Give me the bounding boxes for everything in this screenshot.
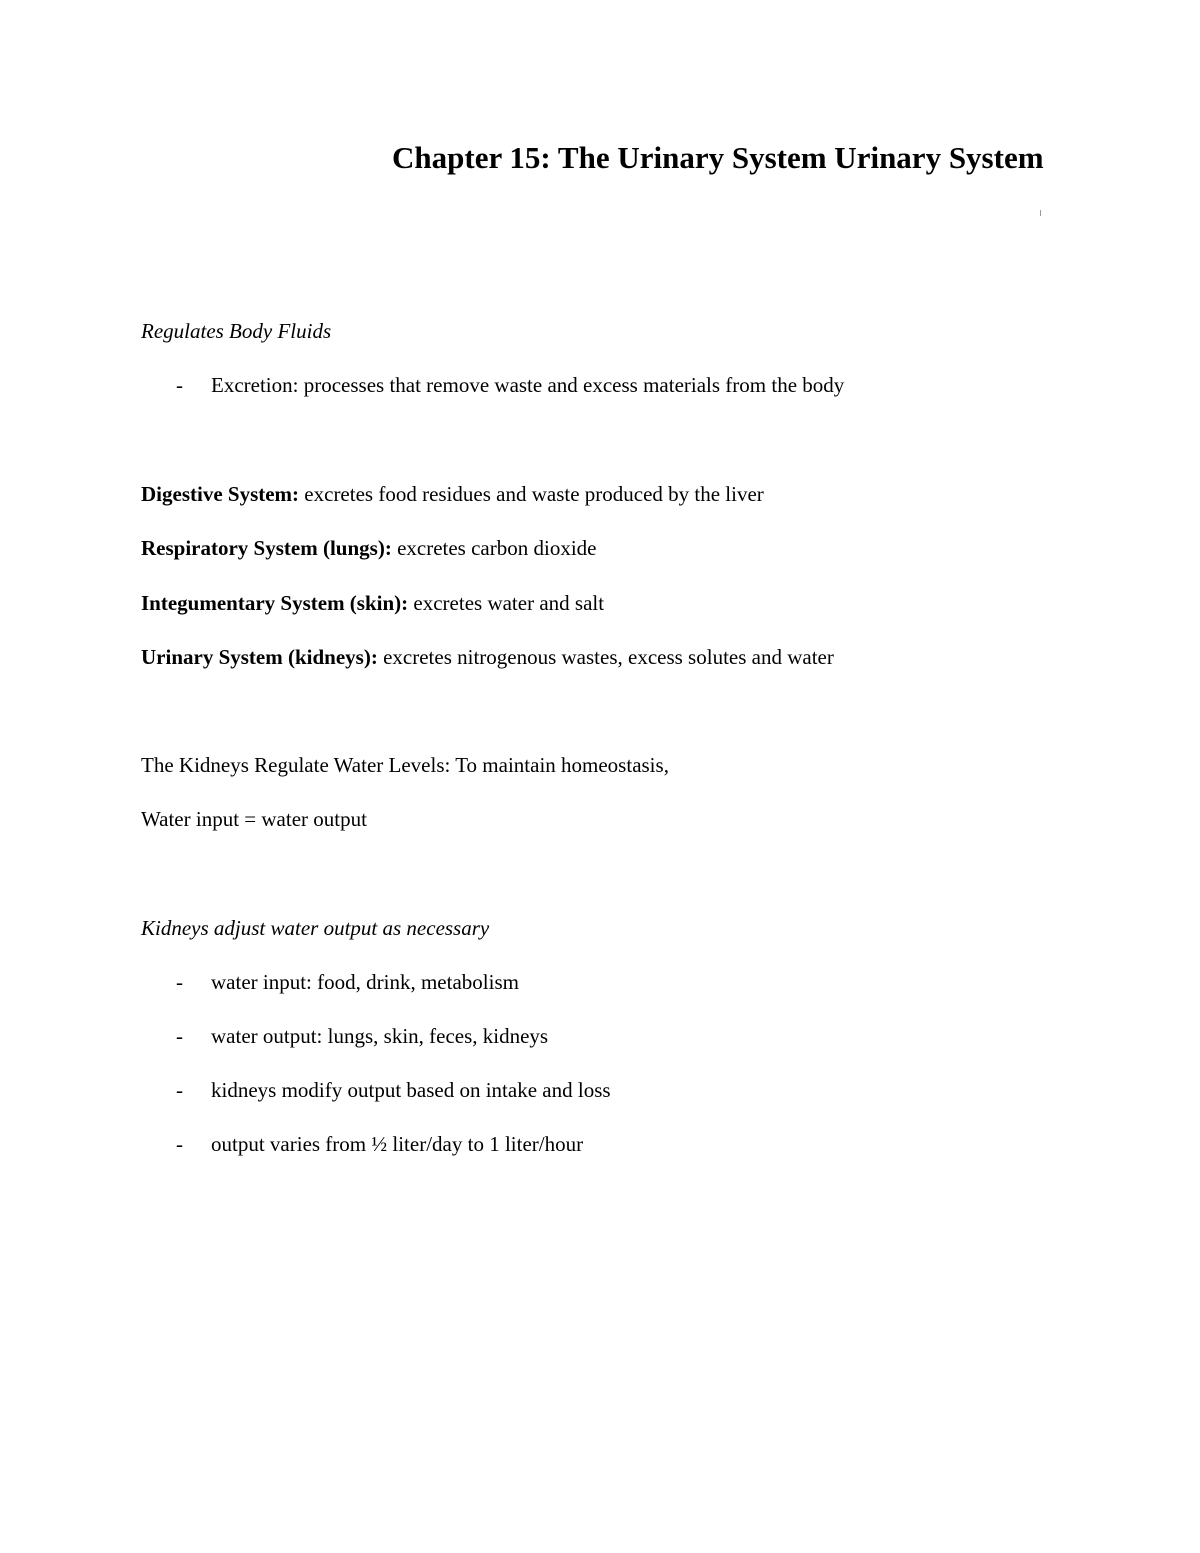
bullet-marker: - [176, 373, 183, 397]
water-balance-line: Water input = water output [141, 807, 367, 831]
bullet-marker: - [176, 1024, 183, 1048]
section-heading-kidneys-adjust: Kidneys adjust water output as necessary [141, 916, 490, 940]
list-item-text: water input: food, drink, metabolism [211, 970, 519, 994]
list-item [176, 1023, 548, 1049]
system-label: Integumentary System (skin): [141, 591, 409, 615]
bullet-marker: - [176, 1078, 183, 1102]
system-text: excretes nitrogenous wastes, excess solutes and water [377, 645, 834, 669]
list-item-text: Excretion: processes that remove waste and excess materials from the body [211, 373, 845, 397]
section-heading-body-fluids: Regulates Body Fluids [141, 319, 332, 343]
list-item [176, 969, 519, 995]
list-item-text: kidneys modify output based on intake and loss [211, 1078, 611, 1102]
list-item-text: water output: lungs, skin, feces, kidneys [211, 1024, 549, 1048]
bullet-marker: - [176, 970, 183, 994]
bullet-marker: - [176, 1132, 183, 1156]
list-item [176, 372, 844, 398]
system-label: Respiratory System (lungs): [141, 536, 392, 560]
system-line-integumentary [141, 590, 604, 616]
system-line-digestive [141, 481, 764, 507]
list-item-text: output varies from ½ liter/day to 1 liter/hour [211, 1132, 584, 1156]
page-title: Chapter 15: The Urinary System Urinary System [392, 140, 1044, 175]
system-text: excretes carbon dioxide [391, 536, 597, 560]
system-label: Urinary System (kidneys): [141, 645, 378, 669]
system-label: Digestive System: [141, 482, 300, 506]
list-item [176, 1131, 583, 1157]
system-line-urinary [141, 644, 834, 670]
list-item [176, 1077, 611, 1103]
system-line-respiratory [141, 535, 596, 561]
margin-mark [1040, 210, 1041, 216]
system-text: excretes food residues and waste produced by the liver [299, 482, 764, 506]
system-text: excretes water and salt [408, 591, 605, 615]
kidneys-regulate-line: The Kidneys Regulate Water Levels: To maintain homeostasis, [141, 753, 669, 777]
